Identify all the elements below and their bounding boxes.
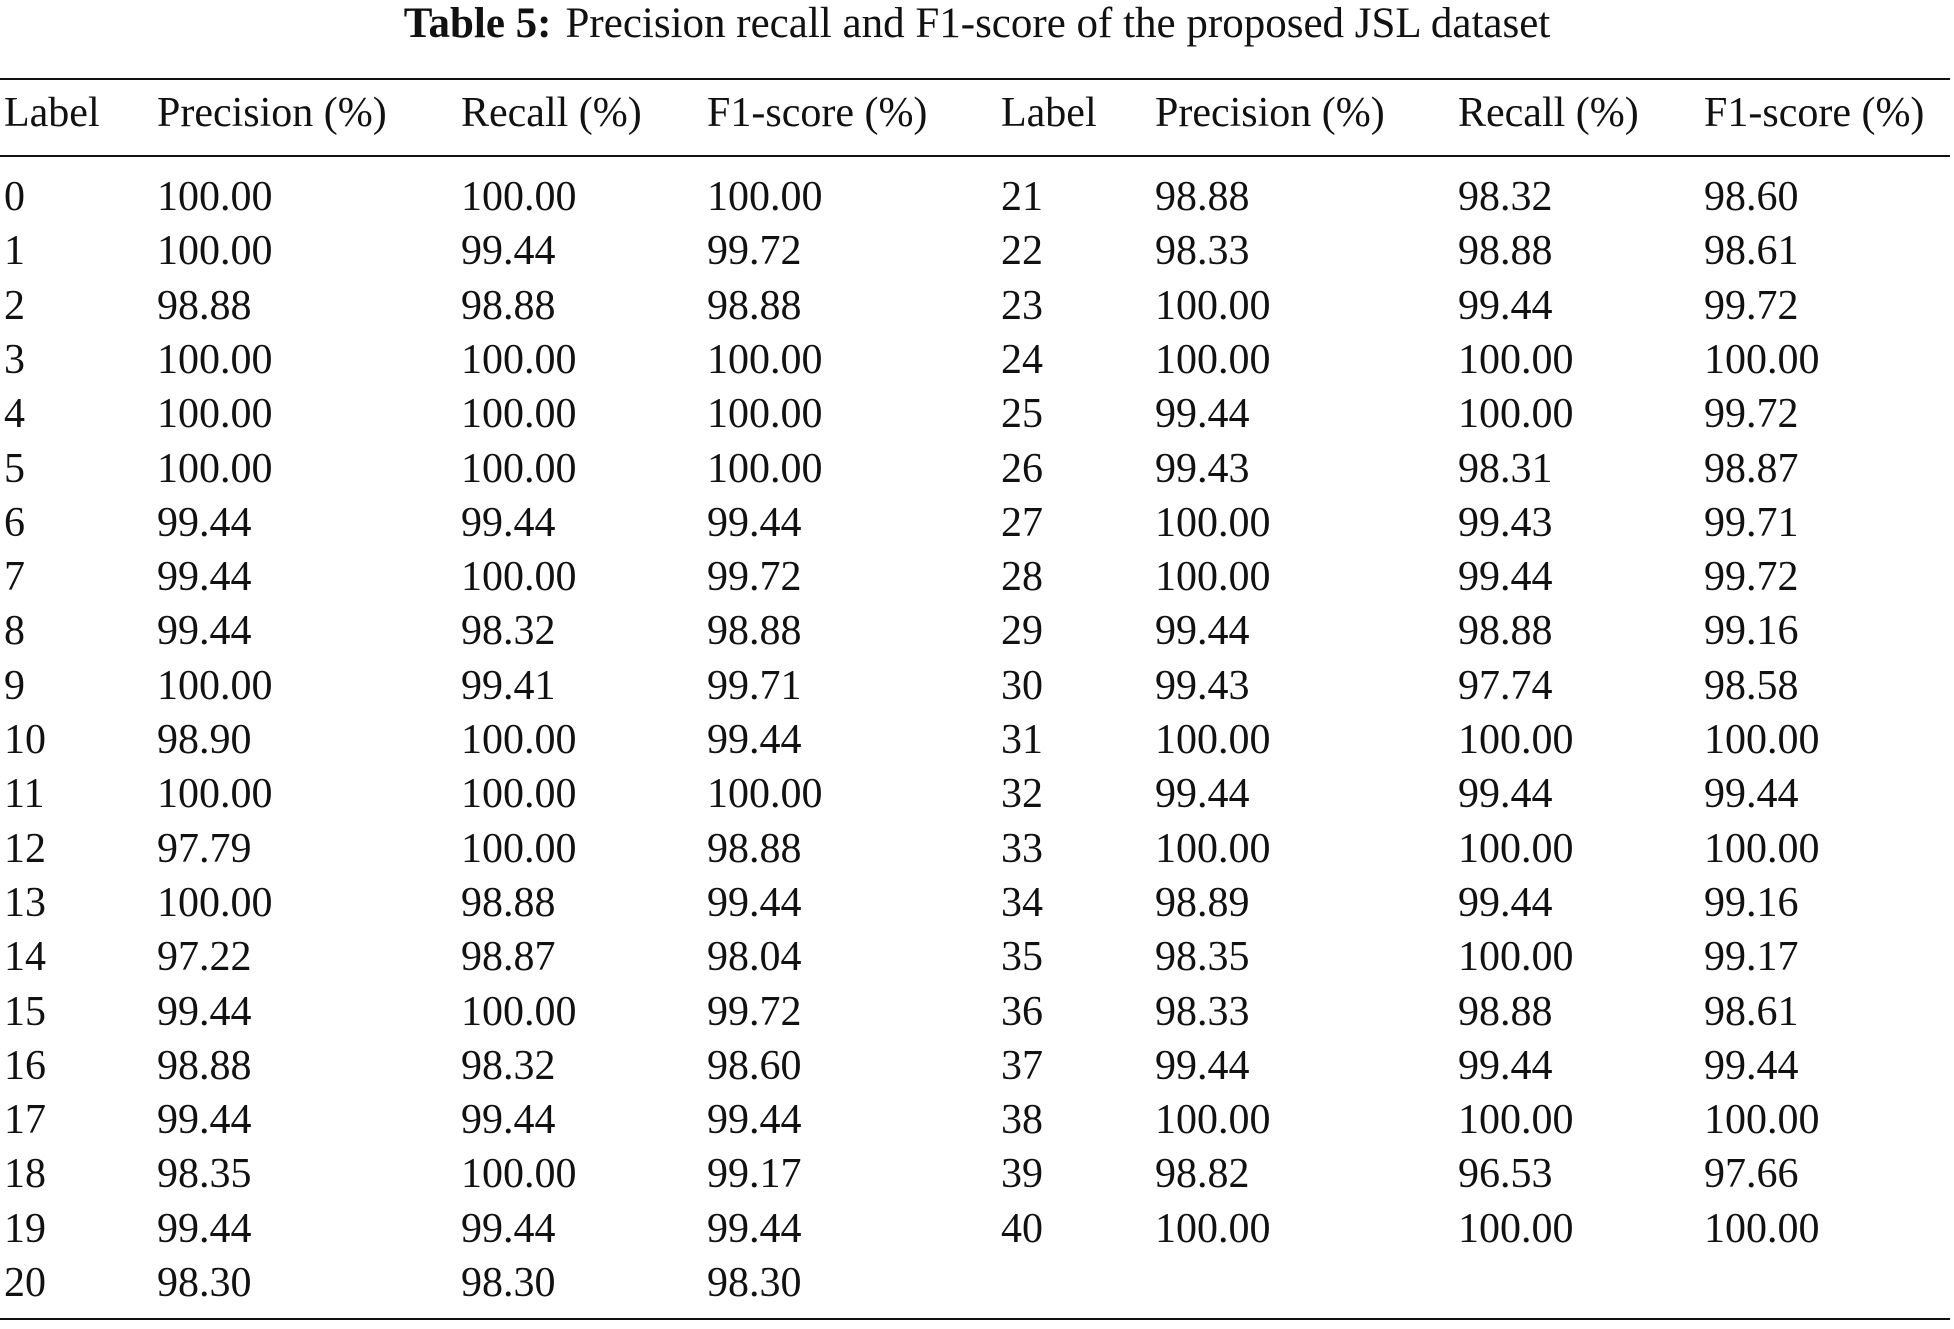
cell-precision-right: 100.00 (1155, 1097, 1271, 1144)
cell-recall-right: 100.00 (1458, 825, 1574, 872)
cell-precision-right: 99.44 (1155, 771, 1250, 818)
cell-recall-right: 100.00 (1458, 391, 1574, 438)
cell-recall-left: 100.00 (461, 988, 577, 1035)
cell-precision-right: 100.00 (1155, 282, 1271, 329)
cell-f1-right: 99.17 (1704, 934, 1799, 981)
cell-f1-right: 100.00 (1704, 717, 1820, 763)
cell-label-left: 5 (4, 445, 25, 492)
cell-precision-left: 99.44 (157, 1097, 252, 1144)
cell-f1-left: 100.00 (707, 174, 823, 220)
cell-f1-right: 100.00 (1704, 825, 1820, 872)
cell-recall-left: 99.44 (461, 228, 556, 275)
cell-precision-left: 100.00 (157, 391, 273, 438)
table-row (0, 387, 1954, 441)
table-caption-label: Table 5: (403, 0, 552, 47)
cell-precision-right: 99.44 (1155, 608, 1250, 655)
cell-label-right: 32 (1001, 771, 1043, 818)
cell-f1-right: 98.87 (1704, 445, 1799, 492)
table-row (0, 279, 1954, 333)
cell-recall-left: 100.00 (461, 825, 577, 872)
cell-label-right: 31 (1001, 717, 1043, 763)
cell-precision-right: 100.00 (1155, 499, 1271, 546)
cell-recall-right: 100.00 (1458, 717, 1574, 763)
cell-precision-left: 98.88 (157, 1042, 252, 1089)
cell-f1-left: 98.04 (707, 934, 802, 981)
cell-precision-left: 97.79 (157, 825, 252, 872)
cell-recall-right: 99.43 (1458, 499, 1553, 546)
cell-f1-left: 99.44 (707, 717, 802, 763)
cell-label-left: 16 (4, 1042, 46, 1089)
cell-label-right: 38 (1001, 1097, 1043, 1144)
cell-label-right: 37 (1001, 1042, 1043, 1089)
header-f1-left: F1-score (%) (707, 90, 928, 136)
cell-label-left: 14 (4, 934, 46, 981)
cell-recall-left: 100.00 (461, 771, 577, 818)
cell-recall-left: 98.87 (461, 934, 556, 981)
cell-precision-right: 98.88 (1155, 174, 1250, 220)
table-header-rule (0, 155, 1950, 157)
cell-label-left: 0 (4, 174, 25, 220)
table-row (0, 1093, 1954, 1147)
cell-label-right: 39 (1001, 1151, 1043, 1198)
cell-f1-left: 99.44 (707, 1205, 802, 1252)
cell-precision-left: 100.00 (157, 879, 273, 926)
cell-f1-right: 99.44 (1704, 1042, 1799, 1089)
cell-precision-right: 99.43 (1155, 662, 1250, 709)
cell-f1-left: 100.00 (707, 391, 823, 438)
cell-recall-right: 100.00 (1458, 1097, 1574, 1144)
cell-recall-right: 99.44 (1458, 879, 1553, 926)
header-label-right: Label (1001, 90, 1097, 136)
cell-f1-right: 98.60 (1704, 174, 1799, 220)
cell-precision-left: 98.35 (157, 1151, 252, 1198)
cell-f1-right: 99.72 (1704, 282, 1799, 329)
cell-f1-left: 98.88 (707, 608, 802, 655)
cell-f1-left: 99.72 (707, 554, 802, 601)
cell-f1-right: 99.72 (1704, 391, 1799, 438)
cell-precision-right: 98.82 (1155, 1151, 1250, 1198)
cell-precision-left: 100.00 (157, 771, 273, 818)
table-header-row (0, 86, 1954, 140)
cell-recall-left: 100.00 (461, 336, 577, 383)
cell-precision-left: 98.90 (157, 717, 252, 763)
table-row (0, 767, 1954, 821)
cell-recall-left: 100.00 (461, 717, 577, 763)
table-caption (0, 0, 1954, 56)
cell-recall-left: 98.32 (461, 608, 556, 655)
cell-f1-left: 99.17 (707, 1151, 802, 1198)
cell-recall-right: 96.53 (1458, 1151, 1553, 1198)
cell-f1-left: 99.72 (707, 988, 802, 1035)
cell-f1-left: 98.88 (707, 825, 802, 872)
cell-label-right: 29 (1001, 608, 1043, 655)
cell-recall-left: 98.30 (461, 1260, 556, 1306)
table-row (0, 1039, 1954, 1093)
cell-label-left: 15 (4, 988, 46, 1035)
cell-recall-right: 99.44 (1458, 282, 1553, 329)
header-precision-right: Precision (%) (1155, 90, 1385, 136)
cell-f1-left: 99.44 (707, 879, 802, 926)
cell-label-left: 20 (4, 1260, 46, 1306)
cell-precision-left: 99.44 (157, 608, 252, 655)
cell-recall-left: 99.41 (461, 662, 556, 709)
cell-f1-right: 98.61 (1704, 228, 1799, 275)
cell-recall-left: 99.44 (461, 1097, 556, 1144)
cell-precision-left: 100.00 (157, 174, 273, 220)
cell-precision-left: 98.88 (157, 282, 252, 329)
cell-label-right: 23 (1001, 282, 1043, 329)
table-row (0, 224, 1954, 278)
cell-recall-right: 98.88 (1458, 608, 1553, 655)
cell-recall-left: 100.00 (461, 1151, 577, 1198)
cell-label-left: 3 (4, 336, 25, 383)
table-caption-text: Precision recall and F1-score of the proposed JSL dataset (565, 0, 1551, 47)
cell-recall-left: 98.32 (461, 1042, 556, 1089)
cell-label-left: 19 (4, 1205, 46, 1252)
cell-recall-right: 100.00 (1458, 934, 1574, 981)
header-recall-left: Recall (%) (461, 90, 642, 136)
cell-precision-right: 98.33 (1155, 228, 1250, 275)
cell-f1-left: 100.00 (707, 445, 823, 492)
cell-f1-left: 100.00 (707, 771, 823, 818)
cell-label-right: 36 (1001, 988, 1043, 1035)
cell-label-right: 24 (1001, 336, 1043, 383)
cell-label-right: 35 (1001, 934, 1043, 981)
cell-precision-left: 99.44 (157, 988, 252, 1035)
cell-precision-left: 99.44 (157, 499, 252, 546)
table-row (0, 496, 1954, 550)
cell-recall-right: 99.44 (1458, 554, 1553, 601)
cell-recall-right: 98.32 (1458, 174, 1553, 220)
table-row (0, 985, 1954, 1039)
cell-f1-right: 99.44 (1704, 771, 1799, 818)
header-precision-left: Precision (%) (157, 90, 387, 136)
cell-recall-left: 100.00 (461, 174, 577, 220)
table-row (0, 876, 1954, 930)
cell-f1-right: 100.00 (1704, 1097, 1820, 1144)
cell-label-left: 7 (4, 554, 25, 601)
cell-precision-left: 100.00 (157, 662, 273, 709)
cell-label-right: 34 (1001, 879, 1043, 926)
header-f1-right: F1-score (%) (1704, 90, 1925, 136)
cell-f1-right: 99.72 (1704, 554, 1799, 601)
cell-label-right: 33 (1001, 825, 1043, 872)
cell-f1-left: 99.72 (707, 228, 802, 275)
cell-f1-left: 99.44 (707, 1097, 802, 1144)
cell-precision-right: 98.33 (1155, 988, 1250, 1035)
cell-precision-right: 100.00 (1155, 825, 1271, 872)
cell-precision-right: 100.00 (1155, 1205, 1271, 1252)
cell-precision-right: 98.35 (1155, 934, 1250, 981)
table-row (0, 822, 1954, 876)
cell-label-left: 2 (4, 282, 25, 329)
table-row (0, 333, 1954, 387)
cell-label-right: 27 (1001, 499, 1043, 546)
cell-precision-left: 99.44 (157, 1205, 252, 1252)
cell-recall-right: 100.00 (1458, 336, 1574, 383)
cell-label-left: 10 (4, 717, 46, 763)
cell-label-left: 17 (4, 1097, 46, 1144)
cell-precision-right: 99.44 (1155, 1042, 1250, 1089)
cell-label-right: 26 (1001, 445, 1043, 492)
cell-label-right: 22 (1001, 228, 1043, 275)
cell-f1-left: 98.88 (707, 282, 802, 329)
cell-precision-left: 98.30 (157, 1260, 252, 1306)
cell-label-left: 9 (4, 662, 25, 709)
cell-recall-left: 99.44 (461, 1205, 556, 1252)
cell-f1-right: 99.71 (1704, 499, 1799, 546)
cell-recall-right: 98.88 (1458, 228, 1553, 275)
cell-f1-right: 97.66 (1704, 1151, 1799, 1198)
cell-label-left: 11 (4, 771, 45, 818)
cell-recall-right: 99.44 (1458, 771, 1553, 818)
cell-f1-left: 98.60 (707, 1042, 802, 1089)
table-row (0, 1202, 1954, 1256)
table-row (0, 604, 1954, 658)
cell-f1-left: 100.00 (707, 336, 823, 383)
cell-recall-left: 100.00 (461, 554, 577, 601)
cell-f1-right: 98.61 (1704, 988, 1799, 1035)
cell-precision-left: 100.00 (157, 228, 273, 275)
cell-recall-left: 99.44 (461, 499, 556, 546)
cell-recall-left: 100.00 (461, 391, 577, 438)
cell-recall-left: 98.88 (461, 879, 556, 926)
cell-precision-left: 100.00 (157, 336, 273, 383)
cell-f1-left: 98.30 (707, 1260, 802, 1306)
cell-precision-right: 98.89 (1155, 879, 1250, 926)
cell-precision-right: 99.44 (1155, 391, 1250, 438)
cell-label-right: 40 (1001, 1205, 1043, 1252)
table-row (0, 1256, 1954, 1310)
cell-recall-right: 99.44 (1458, 1042, 1553, 1089)
cell-label-right: 28 (1001, 554, 1043, 601)
cell-recall-right: 98.31 (1458, 445, 1553, 492)
cell-precision-left: 100.00 (157, 445, 273, 492)
cell-label-left: 13 (4, 879, 46, 926)
cell-recall-left: 98.88 (461, 282, 556, 329)
header-recall-right: Recall (%) (1458, 90, 1639, 136)
cell-f1-right: 99.16 (1704, 608, 1799, 655)
table-row (0, 1147, 1954, 1201)
table-row (0, 659, 1954, 713)
cell-label-left: 18 (4, 1151, 46, 1198)
cell-precision-left: 97.22 (157, 934, 252, 981)
header-label-left: Label (4, 90, 100, 136)
cell-recall-right: 97.74 (1458, 662, 1553, 709)
cell-f1-left: 99.71 (707, 662, 802, 709)
cell-label-left: 6 (4, 499, 25, 546)
cell-precision-right: 100.00 (1155, 336, 1271, 383)
cell-f1-right: 99.16 (1704, 879, 1799, 926)
table-row (0, 442, 1954, 496)
cell-precision-right: 100.00 (1155, 717, 1271, 763)
table-bottom-rule (0, 1318, 1950, 1320)
cell-recall-right: 100.00 (1458, 1205, 1574, 1252)
cell-label-left: 1 (4, 228, 25, 275)
cell-precision-right: 100.00 (1155, 554, 1271, 601)
table-top-rule (0, 78, 1950, 80)
table-row (0, 713, 1954, 767)
cell-f1-right: 100.00 (1704, 336, 1820, 383)
cell-precision-right: 99.43 (1155, 445, 1250, 492)
cell-label-left: 4 (4, 391, 25, 438)
cell-label-right: 21 (1001, 174, 1043, 220)
cell-f1-right: 98.58 (1704, 662, 1799, 709)
cell-precision-left: 99.44 (157, 554, 252, 601)
table-row (0, 170, 1954, 224)
cell-label-left: 12 (4, 825, 46, 872)
cell-recall-left: 100.00 (461, 445, 577, 492)
cell-recall-right: 98.88 (1458, 988, 1553, 1035)
cell-f1-right: 100.00 (1704, 1205, 1820, 1252)
cell-label-left: 8 (4, 608, 25, 655)
table-row (0, 550, 1954, 604)
table-row (0, 930, 1954, 984)
cell-label-right: 30 (1001, 662, 1043, 709)
cell-f1-left: 99.44 (707, 499, 802, 546)
cell-label-right: 25 (1001, 391, 1043, 438)
